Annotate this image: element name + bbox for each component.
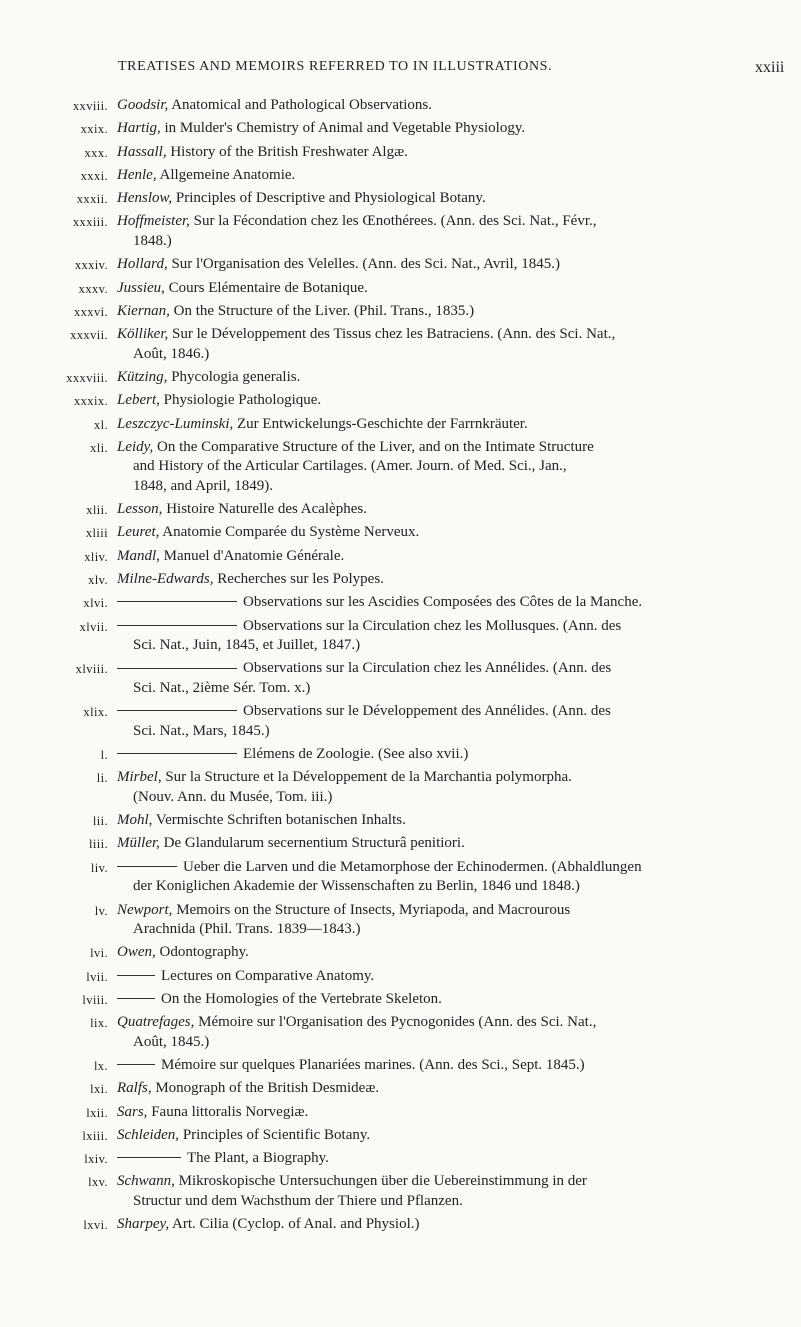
entry-number: lxv. [88,1175,108,1190]
entry-first-line [117,834,762,854]
reference-entry [0,1056,801,1076]
author-name: Hollard, [117,256,168,273]
reference-entry [0,834,801,854]
entry-text [117,143,762,163]
entry-continuation-line [117,1192,762,1212]
entry-number: lxiv. [84,1152,108,1167]
entry-line-text: Août, 1845.) [133,1033,210,1050]
author-name: Hassall, [117,143,167,160]
author-name: Kölliker, [117,326,169,343]
ditto-dash [117,601,237,602]
entry-number: xxxviii. [66,370,108,385]
reference-entry [0,1172,801,1211]
reference-list [0,96,801,1239]
reference-entry [0,745,801,765]
reference-entry [0,166,801,186]
entry-first-line [117,967,762,987]
entry-first-line [117,1149,762,1169]
reference-entry [0,1215,801,1235]
entry-line-text: der Koniglichen Akademie der Wissenschaften zu Berlin, 1846 und 1848.) [133,878,580,895]
entry-line-text: Arachnida (Phil. Trans. 1839—1843.) [133,921,361,938]
entry-text [117,990,762,1010]
author-name: Leidy, [117,438,154,455]
entry-text [117,593,762,613]
entry-line-text: Sci. Nat., Mars, 1845.) [133,722,270,739]
entry-line-text: Sur le Développement des Tissus chez les Batraciens. (Ann. des Sci. Nat., [168,326,616,343]
reference-entry [0,967,801,987]
reference-entry [0,1149,801,1169]
ditto-dash [117,1157,181,1158]
author-name: Quatrefages, [117,1014,195,1031]
entry-text [117,570,762,590]
entry-text [117,119,762,139]
entry-text [117,768,762,807]
entry-text [117,302,762,322]
entry-text [117,547,762,567]
entry-line-text: Structur und dem Wachsthum der Thiere und Pflanzen. [133,1192,463,1209]
entry-first-line [117,702,762,722]
entry-first-line [117,119,762,139]
entry-first-line [117,943,762,963]
entry-first-line [117,745,762,765]
entry-text [117,1103,762,1123]
reference-entry [0,212,801,251]
entry-line-text: The Plant, a Biography. [187,1150,329,1167]
reference-entry [0,811,801,831]
entry-number: xxxiii. [72,215,108,230]
entry-number: xxxiv. [74,258,108,273]
entry-line-text: History of the British Freshwater Algæ. [166,143,408,160]
entry-first-line [117,523,762,543]
page-number: xxiii [755,59,785,76]
entry-text [117,1126,762,1146]
entry-number: xxxii. [76,192,108,207]
entry-line-text: Anatomical and Pathological Observations. [168,97,432,113]
entry-line-text: Observations sur le Développement des Annélides. (Ann. des [243,703,611,720]
running-title: TREATISES AND MEMOIRS REFERRED TO IN ILLUSTRATIONS. [118,59,553,74]
entry-line-text: De Glandularum secernentium Structurâ penitiori. [159,835,465,852]
author-name: Milne-Edwards, [117,571,214,588]
entry-line-text: Observations sur la Circulation chez les Mollusques. (Ann. des [243,617,622,634]
entry-text [117,745,762,765]
entry-continuation-line [117,345,762,365]
entry-continuation-line [117,788,762,808]
author-name: Sharpey, [117,1216,170,1233]
entry-line-text: Ueber die Larven und die Metamorphose der Echinodermen. (Abhaldlungen [183,858,642,875]
entry-continuation-line [117,232,762,252]
author-name: Mohl, [117,812,153,829]
entry-line-text: Monograph of the British Desmideæ. [151,1080,380,1097]
entry-first-line [117,1172,762,1192]
entry-number: xliii [85,526,108,541]
entry-line-text: Mikroskopische Untersuchungen über die Uebereinstimmung in der [174,1173,587,1190]
entry-first-line [117,302,762,322]
reference-entry [0,523,801,543]
author-name: Hartig, [117,120,161,137]
reference-entry [0,901,801,940]
author-name: Leuret, [117,524,160,541]
entry-first-line [117,858,762,878]
reference-entry [0,1103,801,1123]
ditto-dash [117,753,237,754]
entry-line-text: Sci. Nat., 2ième Sér. Tom. x.) [133,679,311,696]
entry-line-text: Sci. Nat., Juin, 1845, et Juillet, 1847.) [133,637,361,654]
entry-text [117,438,762,497]
entry-first-line [117,570,762,590]
author-name: Owen, [117,944,156,961]
author-name: Schleiden, [117,1126,180,1143]
entry-first-line [117,990,762,1010]
entry-text [117,967,762,987]
entry-line-text: and History of the Articular Cartilages. (Amer. Journ. of Med. Sci., Jan., [133,458,567,475]
entry-number: xxxvii. [70,328,108,343]
reference-entry [0,547,801,567]
entry-continuation-line [117,636,762,656]
entry-text [117,702,762,741]
entry-line-text: Août, 1846.) [133,345,210,362]
entry-number: lviii. [82,992,108,1007]
entry-text [117,1149,762,1169]
entry-number: li. [96,771,108,786]
entry-text [117,659,762,698]
entry-first-line [117,593,762,613]
entry-line-text: Phycologia generalis. [167,368,301,385]
entry-line-text: Cours Elémentaire de Botanique. [164,279,368,296]
entry-first-line [117,811,762,831]
entry-line-text: Zur Entwickelungs-Geschichte der Farrnkräuter. [233,415,528,432]
entry-number: lx. [93,1059,108,1073]
entry-number: liv. [90,860,108,875]
reference-entry [0,96,801,116]
entry-line-text: Histoire Naturelle des Acalèphes. [162,501,367,518]
entry-number: lv. [94,903,108,918]
entry-first-line [117,1215,762,1235]
reference-entry [0,279,801,299]
entry-line-text: 1848, and April, 1849). [133,477,273,494]
entry-text [117,255,762,275]
entry-number: xxxvi. [74,304,108,319]
entry-continuation-line [117,457,762,477]
entry-first-line [117,96,762,116]
entry-number: xli. [90,440,108,455]
reference-entry [0,1013,801,1052]
author-name: Henle, [117,166,157,183]
entry-number: xxx. [84,145,108,160]
entry-text [117,96,762,116]
reference-entry [0,943,801,963]
entry-line-text: Vermischte Schriften botanischen Inhalts. [152,812,406,829]
entry-line-text: Principles of Descriptive and Physiological Botany. [172,190,486,207]
reference-entry [0,302,801,322]
entry-first-line [117,1126,762,1146]
entry-first-line [117,368,762,388]
entry-first-line [117,768,762,788]
entry-line-text: Mémoire sur l'Organisation des Pycnogonides (Ann. des Sci. Nat., [194,1014,597,1031]
author-name: Kiernan, [117,302,170,319]
reference-entry [0,438,801,497]
author-name: Newport, [117,901,173,918]
entry-number: lii. [92,814,108,829]
entry-line-text: Fauna littoralis Norvegiæ. [147,1103,309,1120]
entry-line-text: Manuel d'Anatomie Générale. [159,547,345,564]
entry-first-line [117,415,762,435]
entry-first-line [117,279,762,299]
reference-entry [0,1079,801,1099]
author-name: Mandl, [117,547,160,564]
entry-line-text: On the Structure of the Liver. (Phil. Trans., 1835.) [169,302,475,319]
reference-entry [0,702,801,741]
entry-line-text: Memoirs on the Structure of Insects, Myriapoda, and Macrourous [172,901,571,918]
entry-line-text: Principles of Scientific Botany. [179,1126,371,1143]
entry-number: xl. [93,417,108,432]
entry-text [117,189,762,209]
reference-entry [0,990,801,1010]
entry-number: xxxix. [74,394,108,409]
entry-number: xliv. [84,549,108,564]
entry-text [117,617,762,656]
entry-number: l. [100,748,108,763]
author-name: Hoffmeister, [117,213,190,230]
author-name: Jussieu, [117,279,165,296]
entry-first-line [117,212,762,232]
entry-line-text: On the Comparative Structure of the Liver, and on the Intimate Structure [153,438,594,455]
entry-line-text: Sur la Structure et la Développement de la Marchantia polymorpha. [161,769,572,786]
entry-number: xxxv. [78,281,108,296]
entry-first-line [117,325,762,345]
entry-number: xxix. [80,122,108,137]
entry-number: lxvi. [83,1218,108,1233]
author-name: Goodsir, [117,97,169,113]
entry-line-text: in Mulder's Chemistry of Animal and Vegetable Physiology. [160,120,526,137]
author-name: Ralfs, [117,1080,152,1097]
entry-text [117,834,762,854]
entry-continuation-line [117,1033,762,1053]
entry-text [117,943,762,963]
entry-number: xlv. [88,573,108,588]
entry-line-text: Allgemeine Anatomie. [156,166,296,183]
entry-continuation-line [117,920,762,940]
entry-line-text: Anatomie Comparée du Système Nerveux. [159,524,420,541]
ditto-dash [117,1064,155,1065]
reference-entry [0,1126,801,1146]
entry-first-line [117,1079,762,1099]
entry-number: liii. [88,837,108,852]
entry-text [117,1013,762,1052]
entry-continuation-line [117,722,762,742]
ditto-dash [117,998,155,999]
reference-entry [0,659,801,698]
entry-text [117,1056,762,1076]
page-header [0,59,801,79]
author-name: Müller, [117,835,160,852]
entry-line-text: (Nouv. Ann. du Musée, Tom. iii.) [133,788,333,805]
entry-line-text: On the Homologies of the Vertebrate Skeleton. [161,990,442,1007]
entry-first-line [117,438,762,458]
entry-first-line [117,255,762,275]
entry-first-line [117,659,762,679]
entry-number: lvii. [86,969,108,984]
entry-first-line [117,901,762,921]
reference-entry [0,325,801,364]
entry-first-line [117,547,762,567]
entry-line-text: Observations sur la Circulation chez les Annélides. (Ann. des [243,660,612,677]
ditto-dash [117,866,177,867]
entry-number: xlii. [86,503,108,518]
entry-number: xlviii. [75,662,108,677]
reference-entry [0,617,801,656]
entry-line-text: Elémens de Zoologie. (See also xvii.) [243,746,469,763]
entry-first-line [117,1013,762,1033]
entry-text [117,391,762,411]
entry-text [117,1172,762,1211]
entry-number: xlvi. [83,596,108,611]
entry-first-line [117,189,762,209]
reference-entry [0,768,801,807]
entry-text [117,901,762,940]
author-name: Sars, [117,1103,148,1120]
entry-text [117,500,762,520]
reference-entry [0,500,801,520]
reference-entry [0,391,801,411]
reference-entry [0,143,801,163]
entry-number: lxiii. [82,1128,108,1143]
author-name: Mirbel, [117,769,162,786]
entry-number: lxi. [90,1082,108,1097]
entry-line-text: 1848.) [133,232,172,249]
ditto-dash [117,975,155,976]
entry-line-text: Odontography. [155,944,249,961]
entry-text [117,858,762,897]
author-name: Schwann, [117,1173,175,1190]
reference-entry [0,415,801,435]
author-name: Kützing, [117,368,168,385]
entry-text [117,325,762,364]
entry-text [117,166,762,186]
entry-number: xxviii. [72,99,108,113]
entry-text [117,279,762,299]
reference-entry [0,189,801,209]
entry-continuation-line [117,477,762,497]
entry-first-line [117,143,762,163]
author-name: Henslow, [117,190,173,207]
entry-line-text: Art. Cilia (Cyclop. of Anal. and Physiol.) [169,1216,420,1233]
ditto-dash [117,668,237,669]
author-name: Lesson, [117,501,163,518]
entry-number: xxxi. [80,168,108,183]
entry-first-line [117,1103,762,1123]
entry-line-text: Sur l'Organisation des Velelles. (Ann. des Sci. Nat., Avril, 1845.) [167,256,560,273]
entry-text [117,212,762,251]
entry-text [117,1215,762,1235]
entry-number: xlix. [83,705,108,720]
entry-first-line [117,391,762,411]
entry-first-line [117,1056,762,1076]
reference-entry [0,368,801,388]
ditto-dash [117,625,237,626]
entry-line-text: Sur la Fécondation chez les Œnothérees. (Ann. des Sci. Nat., Févr., [189,213,597,230]
entry-number: lix. [90,1016,108,1031]
entry-continuation-line [117,679,762,699]
author-name: Lebert, [117,392,160,409]
entry-continuation-line [117,877,762,897]
reference-entry [0,858,801,897]
entry-text [117,523,762,543]
entry-text [117,368,762,388]
entry-number: lxii. [86,1105,108,1120]
reference-entry [0,255,801,275]
entry-first-line [117,166,762,186]
author-name: Leszczyc-Luminski, [117,415,234,432]
ditto-dash [117,710,237,711]
entry-text [117,811,762,831]
entry-line-text: Physiologie Pathologique. [159,392,322,409]
reference-entry [0,119,801,139]
entry-text [117,1079,762,1099]
entry-number: lvi. [90,946,108,961]
reference-entry [0,570,801,590]
entry-number: xlvii. [79,619,108,634]
entry-line-text: Lectures on Comparative Anatomy. [161,967,375,984]
entry-line-text: Observations sur les Ascidies Composées des Côtes de la Manche. [243,594,643,611]
entry-text [117,415,762,435]
entry-first-line [117,617,762,637]
entry-line-text: Recherches sur les Polypes. [213,571,384,588]
reference-entry [0,593,801,613]
entry-line-text: Mémoire sur quelques Planariées marines. (Ann. des Sci., Sept. 1845.) [161,1057,585,1073]
entry-first-line [117,500,762,520]
